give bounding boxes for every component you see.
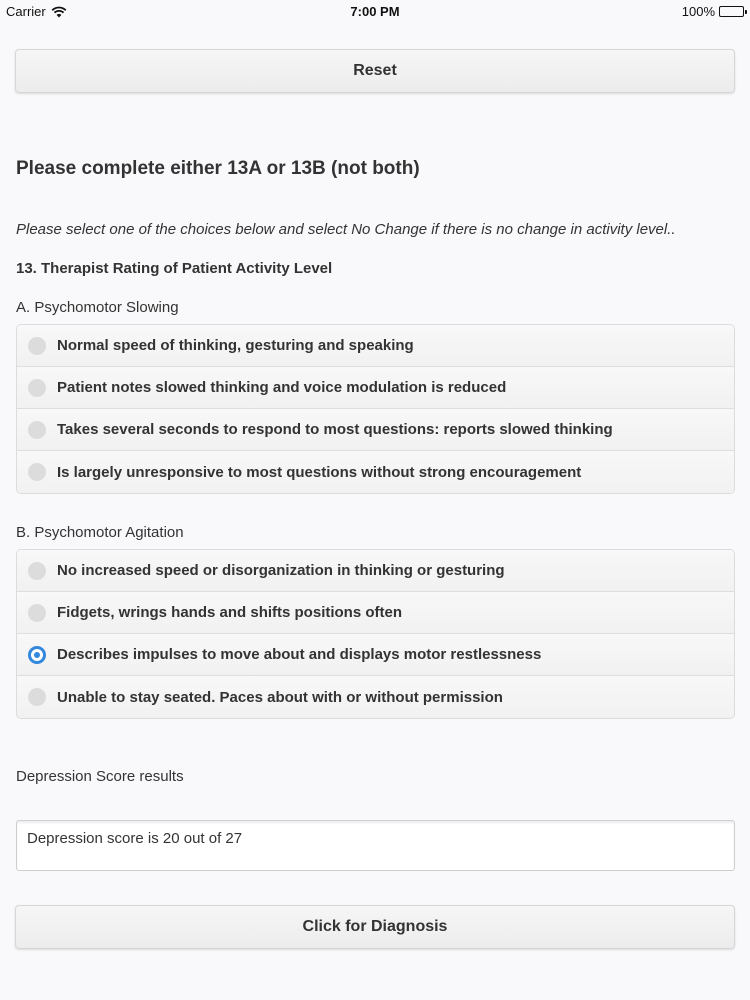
option-label: Describes impulses to move about and displays motor restlessness <box>57 646 542 663</box>
option-label: Takes several seconds to respond to most questions: reports slowed thinking <box>57 421 613 438</box>
option-b-1[interactable] <box>17 550 734 592</box>
option-a-1[interactable] <box>17 325 734 367</box>
carrier-label: Carrier <box>6 4 46 19</box>
radio-button[interactable] <box>28 463 46 481</box>
radio-button[interactable] <box>28 604 46 622</box>
option-a-2[interactable] <box>17 367 734 409</box>
radio-button[interactable] <box>28 421 46 439</box>
option-a-3[interactable] <box>17 409 734 451</box>
battery-percent: 100% <box>681 4 715 19</box>
option-b-2[interactable] <box>17 592 734 634</box>
option-label: No increased speed or disorganization in thinking or gesturing <box>57 562 505 579</box>
radio-button[interactable] <box>28 379 46 397</box>
psychomotor-slowing-options <box>16 324 735 494</box>
score-result-field[interactable]: Depression score is 20 out of 27 <box>16 820 735 871</box>
option-a-4[interactable] <box>17 451 734 493</box>
status-time: 7:00 PM <box>350 4 400 19</box>
diagnosis-button[interactable]: Click for Diagnosis <box>15 905 735 949</box>
reset-button[interactable]: Reset <box>15 49 735 93</box>
option-label: Normal speed of thinking, gesturing and speaking <box>57 337 414 354</box>
radio-button-selected[interactable] <box>28 646 46 664</box>
option-label: Patient notes slowed thinking and voice modulation is reduced <box>57 379 507 396</box>
option-b-4[interactable] <box>17 676 734 718</box>
question-title: 13. Therapist Rating of Patient Activity Level <box>16 260 333 277</box>
instructions-text: Please select one of the choices below and select No Change if there is no change in activity level.. <box>16 221 676 238</box>
radio-button[interactable] <box>28 337 46 355</box>
option-label: Fidgets, wrings hands and shifts positions often <box>57 604 403 621</box>
status-battery <box>682 4 744 19</box>
option-b-3[interactable] <box>17 634 734 676</box>
option-label: Unable to stay seated. Paces about with or without permission <box>57 688 503 706</box>
psychomotor-agitation-options <box>16 549 735 719</box>
score-label: Depression Score results <box>16 768 184 785</box>
radio-button[interactable] <box>28 688 46 706</box>
page-heading: Please complete either 13A or 13B (not both) <box>16 158 420 179</box>
section-b-label: B. Psychomotor Agitation <box>16 524 184 541</box>
status-bar <box>0 0 750 22</box>
battery-icon <box>719 6 744 17</box>
section-a-label: A. Psychomotor Slowing <box>16 299 179 316</box>
option-label: Is largely unresponsive to most questions without strong encouragement <box>57 463 582 481</box>
radio-button[interactable] <box>28 562 46 580</box>
